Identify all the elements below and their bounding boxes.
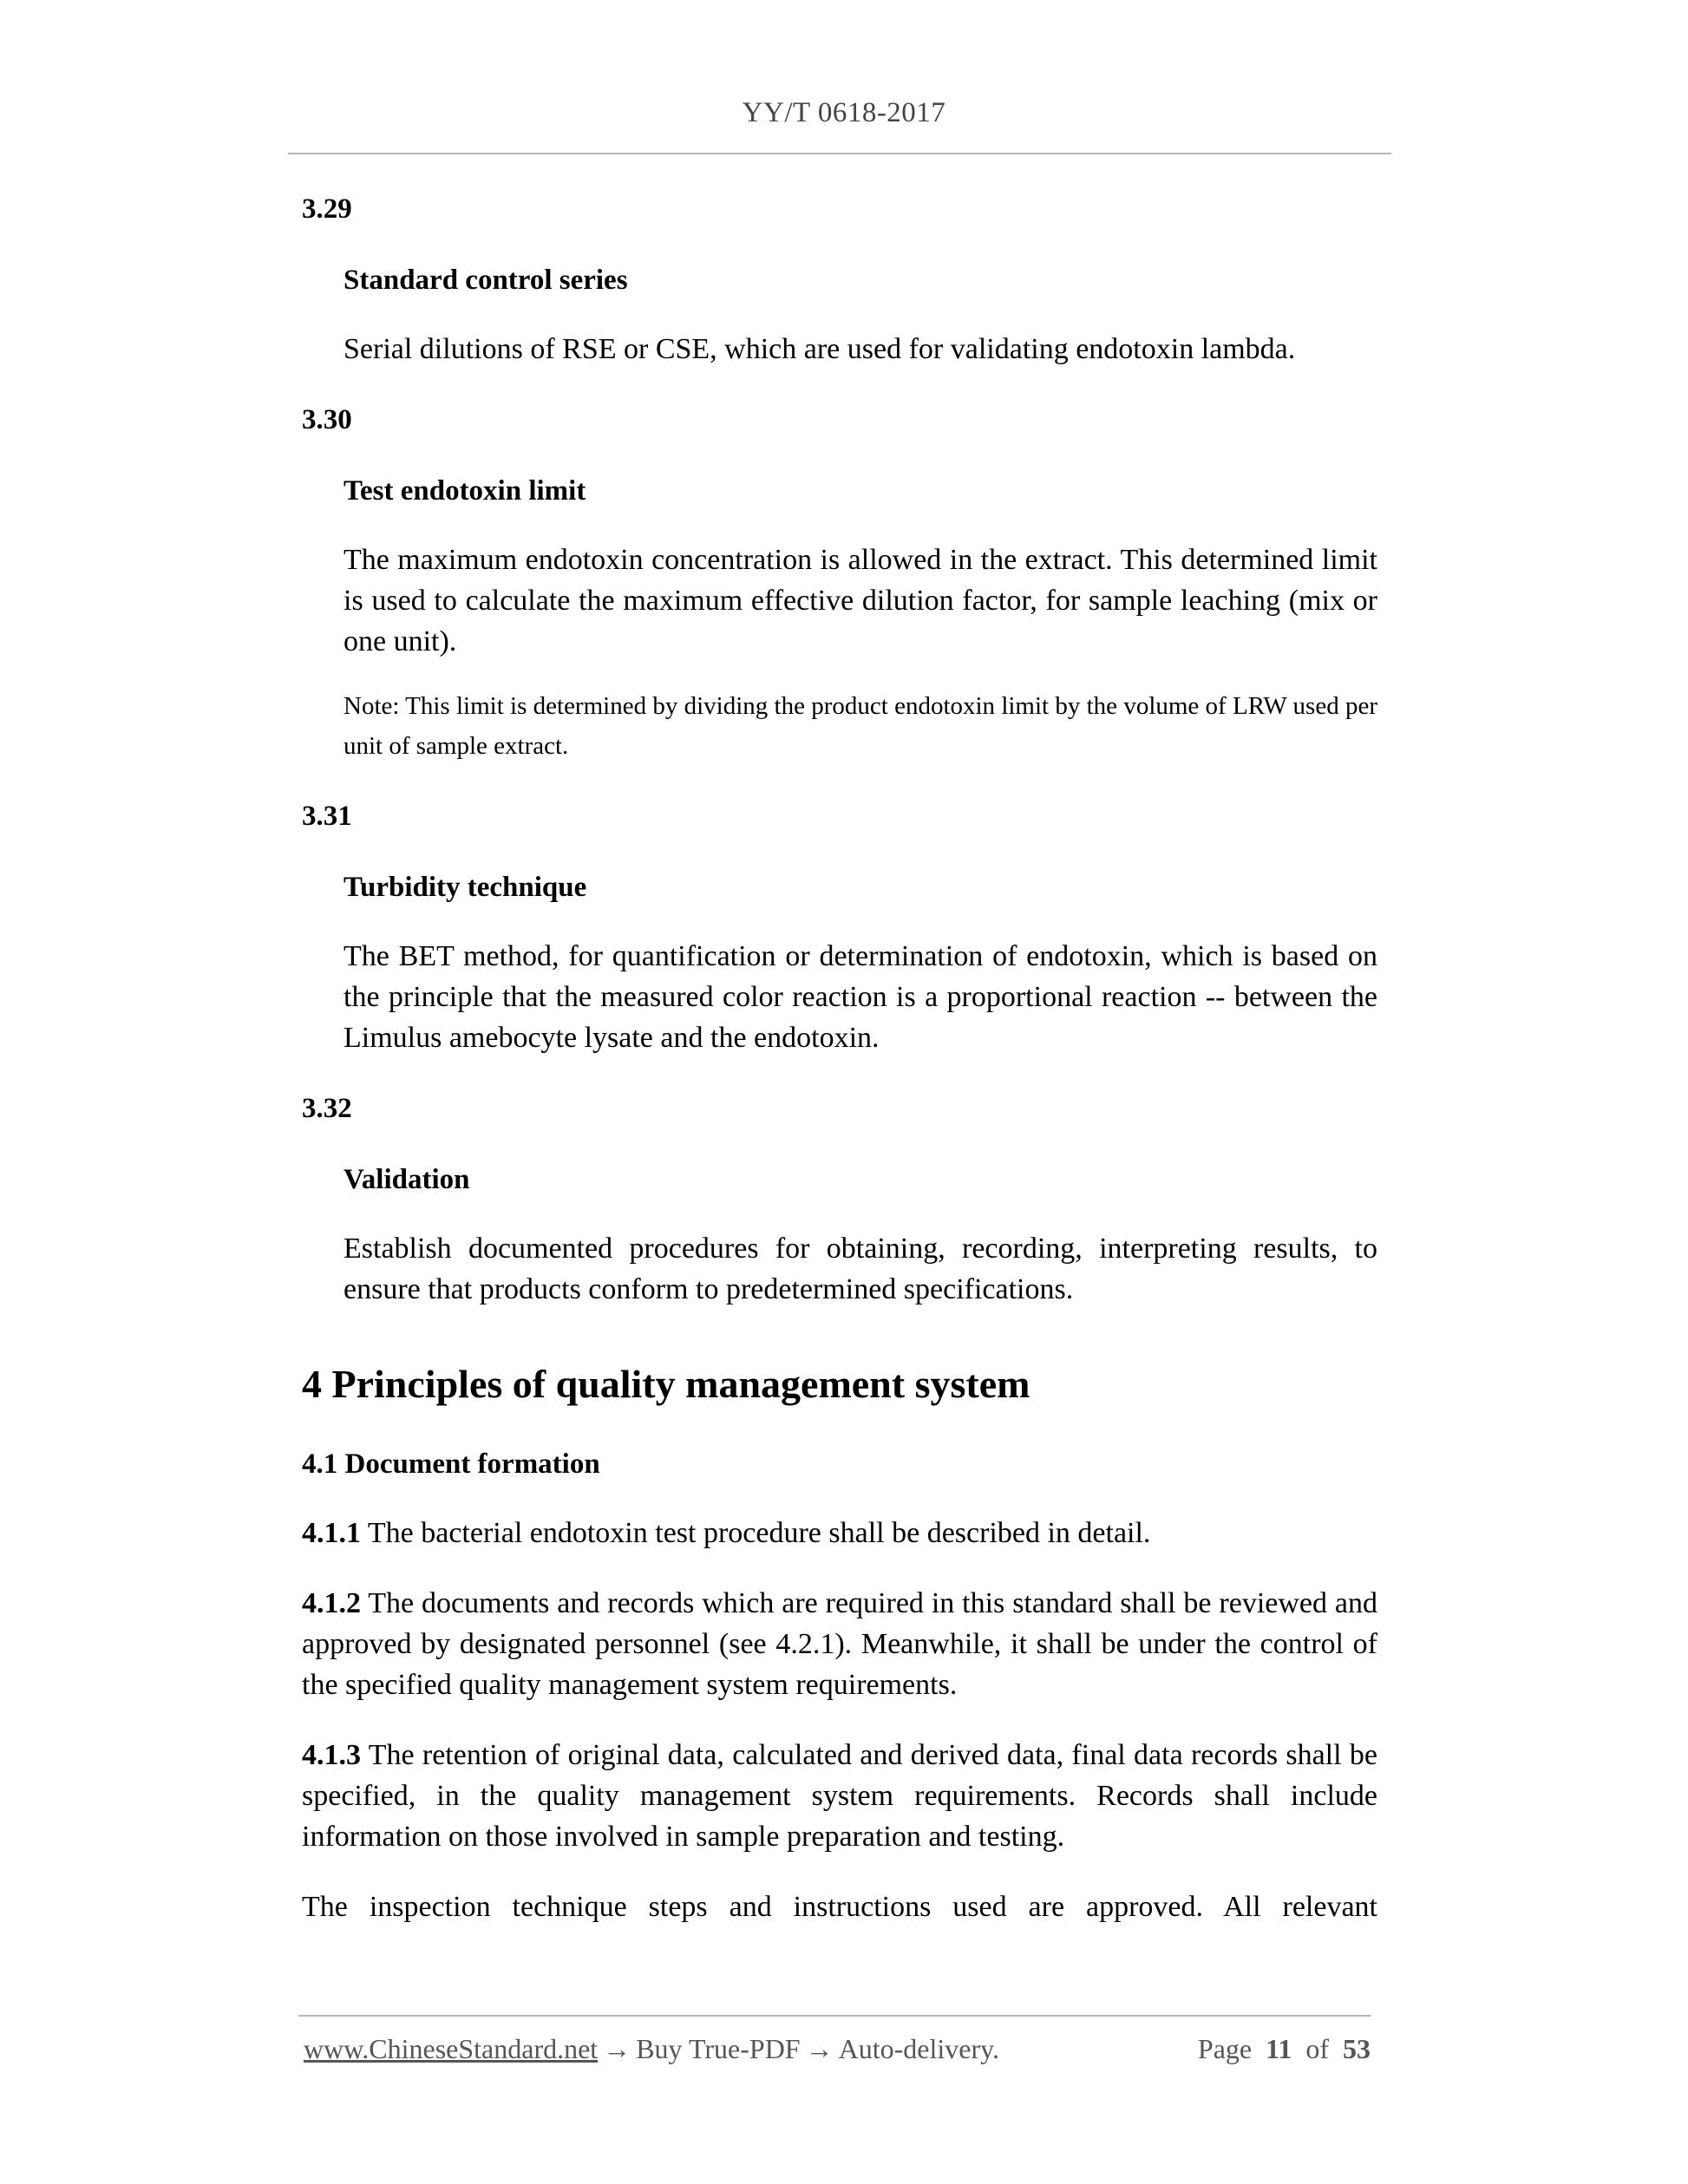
clause-definition: The maximum endotoxin concentration is allowed in the extract. This determined limit is used to calculate the maximum effective dilution factor, for sample leaching (mix or one unit). — [343, 544, 1377, 657]
continuation-paragraph: The inspection technique steps and instructions used are approved. All relevant — [302, 1891, 1377, 1923]
arrow-right-icon: → — [805, 2033, 834, 2064]
section-title: 4 Principles of quality management system — [302, 1362, 1030, 1406]
arrow-right-icon: → — [603, 2033, 631, 2064]
page-current: 11 — [1266, 2033, 1292, 2064]
page-of-label: of — [1305, 2033, 1329, 2064]
auto-delivery-text: Auto-delivery. — [838, 2033, 1000, 2064]
clause-term: Turbidity technique — [343, 872, 587, 903]
numbered-paragraph — [302, 1513, 1377, 1553]
page-indicator — [1198, 2033, 1371, 2065]
clause-definition: Establish documented procedures for obtaining, recording, interpreting results, to ensure that products conform to predetermined specifications. — [343, 1233, 1377, 1305]
header-divider — [288, 153, 1391, 154]
clause-term: Standard control series — [343, 265, 628, 296]
clause-number: 3.30 — [302, 404, 352, 435]
buy-pdf-text: Buy True-PDF — [636, 2033, 801, 2064]
paragraph-text: The documents and records which are required in this standard shall be reviewed and approved by designated personnel (see 4.2.1). Meanwhile, it shall be under the control of the specified quality management system requirements. — [302, 1587, 1377, 1701]
clause-number: 3.31 — [302, 801, 352, 832]
website-link[interactable]: www.ChineseStandard.net — [304, 2033, 599, 2064]
paragraph-number: 4.1.2 — [302, 1587, 361, 1619]
page-content — [302, 178, 1377, 1927]
subsection-title: 4.1 Document formation — [302, 1448, 600, 1480]
page-total: 53 — [1343, 2033, 1371, 2064]
page-footer — [304, 2033, 1371, 2065]
clause-note: Note: This limit is determined by dividing the product endotoxin limit by the volume of LRW used per unit of sample extract. — [343, 692, 1377, 760]
clause-term: Test endotoxin limit — [343, 475, 586, 507]
paragraph-text: The retention of original data, calculated and derived data, final data records shall be specified, in the quality management system requirements. Records shall include information on those involved in sample preparation and testing. — [302, 1739, 1377, 1853]
clause-number: 3.32 — [302, 1093, 352, 1124]
numbered-paragraph — [302, 1735, 1377, 1857]
paragraph-number: 4.1.3 — [302, 1739, 361, 1771]
clause-number: 3.29 — [302, 193, 352, 225]
header-standard-code: YY/T 0618-2017 — [742, 97, 946, 128]
footer-promo — [304, 2033, 999, 2065]
footer-divider — [298, 2015, 1371, 2017]
page-label: Page — [1197, 2033, 1253, 2064]
paragraph-text: The bacterial endotoxin test procedure shall be described in detail. — [361, 1517, 1151, 1549]
numbered-paragraph — [302, 1583, 1377, 1705]
paragraph-number: 4.1.1 — [302, 1517, 361, 1549]
clause-definition: Serial dilutions of RSE or CSE, which are used for validating endotoxin lambda. — [343, 333, 1296, 365]
clause-term: Validation — [343, 1164, 470, 1195]
clause-definition: The BET method, for quantification or determination of endotoxin, which is based on the principle that the measured color reaction is a proportional reaction -- between the Limulus amebocyte lysate and the endotoxin. — [343, 940, 1377, 1054]
